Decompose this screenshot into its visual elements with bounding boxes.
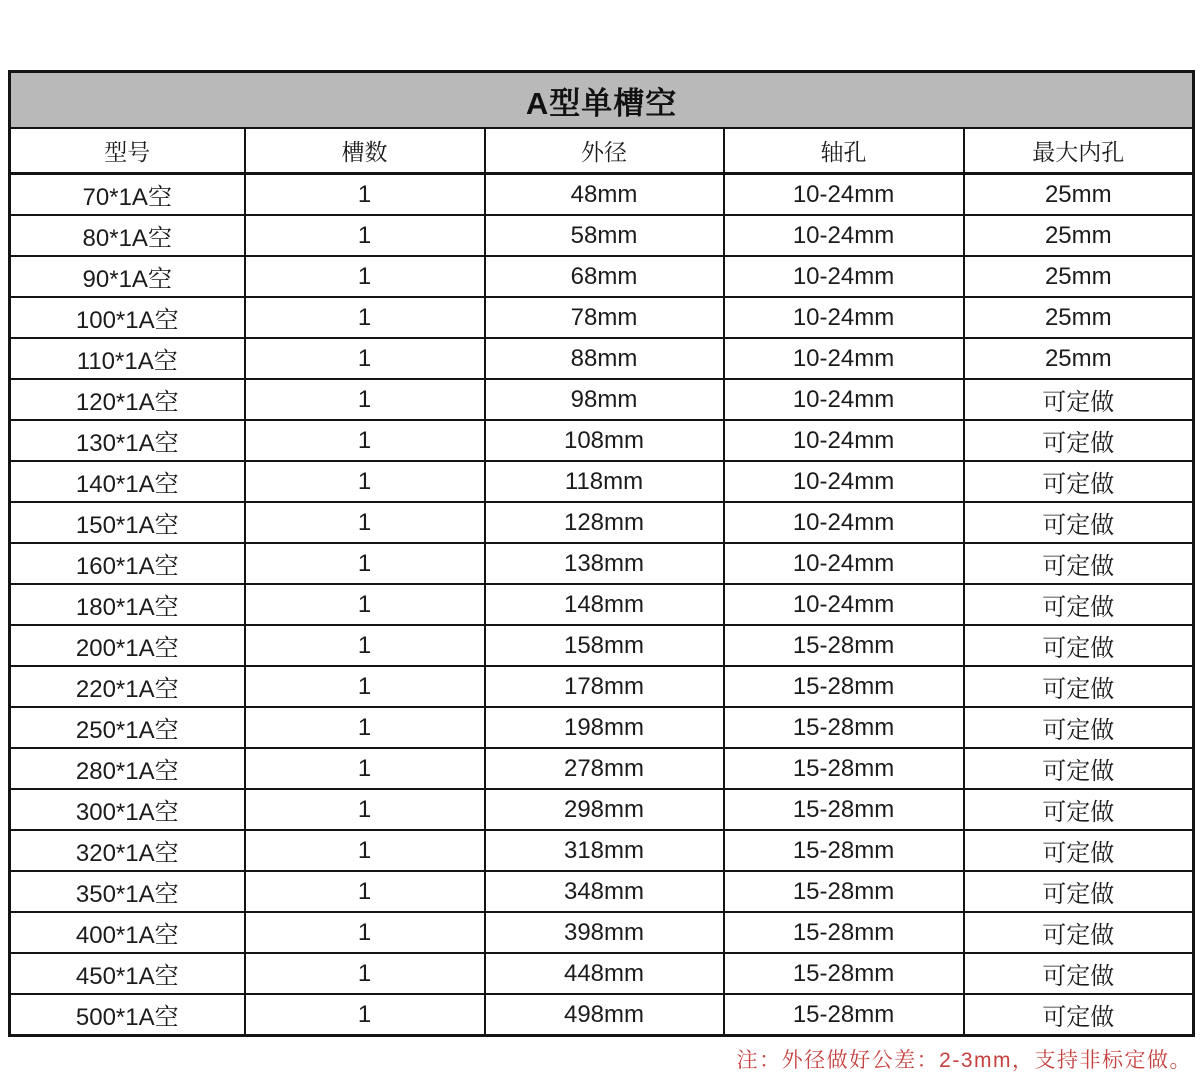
table-cell: 可定做	[964, 584, 1194, 625]
table-row	[10, 338, 1194, 379]
table-cell: 450*1A空	[10, 953, 245, 994]
table-cell: 80*1A空	[10, 215, 245, 256]
table-cell: 318mm	[485, 830, 724, 871]
table-cell: 25mm	[964, 256, 1194, 297]
table-cell: 可定做	[964, 789, 1194, 830]
table-row	[10, 912, 1194, 953]
table-cell: 15-28mm	[724, 748, 964, 789]
table-cell: 10-24mm	[724, 584, 964, 625]
table-cell: 25mm	[964, 174, 1194, 216]
table-cell: 10-24mm	[724, 338, 964, 379]
table-row	[10, 461, 1194, 502]
table-cell: 1	[245, 502, 485, 543]
table-cell: 1	[245, 871, 485, 912]
table-cell: 25mm	[964, 338, 1194, 379]
table-cell: 10-24mm	[724, 256, 964, 297]
table-cell: 15-28mm	[724, 871, 964, 912]
table-cell: 200*1A空	[10, 625, 245, 666]
table-cell: 348mm	[485, 871, 724, 912]
table-cell: 可定做	[964, 871, 1194, 912]
table-body	[10, 174, 1194, 1036]
table-cell: 448mm	[485, 953, 724, 994]
table-cell: 98mm	[485, 379, 724, 420]
table-row	[10, 584, 1194, 625]
table-row	[10, 953, 1194, 994]
table-cell: 可定做	[964, 953, 1194, 994]
table-cell: 400*1A空	[10, 912, 245, 953]
table-cell: 300*1A空	[10, 789, 245, 830]
table-row	[10, 543, 1194, 584]
table-row	[10, 297, 1194, 338]
table-cell: 1	[245, 461, 485, 502]
table-cell: 15-28mm	[724, 666, 964, 707]
table-row	[10, 215, 1194, 256]
table-cell: 220*1A空	[10, 666, 245, 707]
table-cell: 1	[245, 953, 485, 994]
column-header: 型号	[10, 128, 245, 174]
table-row	[10, 748, 1194, 789]
table-cell: 280*1A空	[10, 748, 245, 789]
table-cell: 128mm	[485, 502, 724, 543]
table-cell: 298mm	[485, 789, 724, 830]
table-cell: 1	[245, 912, 485, 953]
table-cell: 可定做	[964, 830, 1194, 871]
table-row	[10, 871, 1194, 912]
table-cell: 100*1A空	[10, 297, 245, 338]
table-title-row	[10, 72, 1194, 129]
table-cell: 118mm	[485, 461, 724, 502]
table-cell: 可定做	[964, 912, 1194, 953]
spec-table	[8, 70, 1195, 1037]
table-cell: 498mm	[485, 994, 724, 1036]
table-cell: 1	[245, 543, 485, 584]
table-cell: 10-24mm	[724, 297, 964, 338]
table-cell: 150*1A空	[10, 502, 245, 543]
table-cell: 可定做	[964, 625, 1194, 666]
table-cell: 15-28mm	[724, 625, 964, 666]
table-cell: 10-24mm	[724, 502, 964, 543]
table-cell: 1	[245, 748, 485, 789]
table-cell: 148mm	[485, 584, 724, 625]
table-cell: 可定做	[964, 707, 1194, 748]
table-cell: 可定做	[964, 994, 1194, 1036]
table-cell: 320*1A空	[10, 830, 245, 871]
table-row	[10, 379, 1194, 420]
table-cell: 可定做	[964, 748, 1194, 789]
column-header: 最大内孔	[964, 128, 1194, 174]
table-cell: 250*1A空	[10, 707, 245, 748]
table-cell: 1	[245, 256, 485, 297]
table-cell: 108mm	[485, 420, 724, 461]
table-cell: 70*1A空	[10, 174, 245, 216]
table-row	[10, 830, 1194, 871]
table-cell: 可定做	[964, 379, 1194, 420]
table-row	[10, 994, 1194, 1036]
table-cell: 1	[245, 666, 485, 707]
table-cell: 140*1A空	[10, 461, 245, 502]
table-cell: 1	[245, 215, 485, 256]
table-cell: 1	[245, 707, 485, 748]
table-cell: 10-24mm	[724, 420, 964, 461]
table-cell: 58mm	[485, 215, 724, 256]
table-row	[10, 174, 1194, 216]
tolerance-footnote: 注：外径做好公差：2-3mm，支持非标定做。	[736, 1049, 1192, 1072]
table-cell: 15-28mm	[724, 912, 964, 953]
table-cell: 350*1A空	[10, 871, 245, 912]
column-header: 轴孔	[724, 128, 964, 174]
table-cell: 130*1A空	[10, 420, 245, 461]
table-cell: 1	[245, 297, 485, 338]
table-cell: 1	[245, 420, 485, 461]
table-cell: 1	[245, 994, 485, 1036]
table-cell: 1	[245, 174, 485, 216]
column-header: 外径	[485, 128, 724, 174]
table-cell: 10-24mm	[724, 174, 964, 216]
table-cell: 1	[245, 830, 485, 871]
table-cell: 可定做	[964, 666, 1194, 707]
table-cell: 398mm	[485, 912, 724, 953]
table-cell: 10-24mm	[724, 543, 964, 584]
table-cell: 15-28mm	[724, 830, 964, 871]
column-header: 槽数	[245, 128, 485, 174]
table-cell: 78mm	[485, 297, 724, 338]
table-title: A型单槽空	[10, 72, 1194, 129]
table-cell: 15-28mm	[724, 953, 964, 994]
table-cell: 1	[245, 338, 485, 379]
table-cell: 可定做	[964, 461, 1194, 502]
table-cell: 10-24mm	[724, 379, 964, 420]
table-cell: 160*1A空	[10, 543, 245, 584]
table-cell: 68mm	[485, 256, 724, 297]
table-cell: 88mm	[485, 338, 724, 379]
table-cell: 500*1A空	[10, 994, 245, 1036]
table-cell: 10-24mm	[724, 215, 964, 256]
table-cell: 278mm	[485, 748, 724, 789]
table-cell: 198mm	[485, 707, 724, 748]
table-cell: 15-28mm	[724, 994, 964, 1036]
table-row	[10, 256, 1194, 297]
table-cell: 25mm	[964, 297, 1194, 338]
table-cell: 可定做	[964, 420, 1194, 461]
table-cell: 1	[245, 625, 485, 666]
table-cell: 可定做	[964, 502, 1194, 543]
table-cell: 178mm	[485, 666, 724, 707]
table-cell: 15-28mm	[724, 707, 964, 748]
table-header-row	[10, 128, 1194, 174]
table-row	[10, 502, 1194, 543]
table-row	[10, 707, 1194, 748]
table-cell: 90*1A空	[10, 256, 245, 297]
table-cell: 110*1A空	[10, 338, 245, 379]
table-cell: 138mm	[485, 543, 724, 584]
table-cell: 158mm	[485, 625, 724, 666]
table-cell: 1	[245, 379, 485, 420]
table-cell: 1	[245, 584, 485, 625]
table-row	[10, 420, 1194, 461]
table-cell: 可定做	[964, 543, 1194, 584]
table-row	[10, 625, 1194, 666]
table-row	[10, 789, 1194, 830]
table-cell: 10-24mm	[724, 461, 964, 502]
table-cell: 1	[245, 789, 485, 830]
table-row	[10, 666, 1194, 707]
table-cell: 180*1A空	[10, 584, 245, 625]
table-cell: 120*1A空	[10, 379, 245, 420]
table-cell: 15-28mm	[724, 789, 964, 830]
table-cell: 48mm	[485, 174, 724, 216]
table-cell: 25mm	[964, 215, 1194, 256]
